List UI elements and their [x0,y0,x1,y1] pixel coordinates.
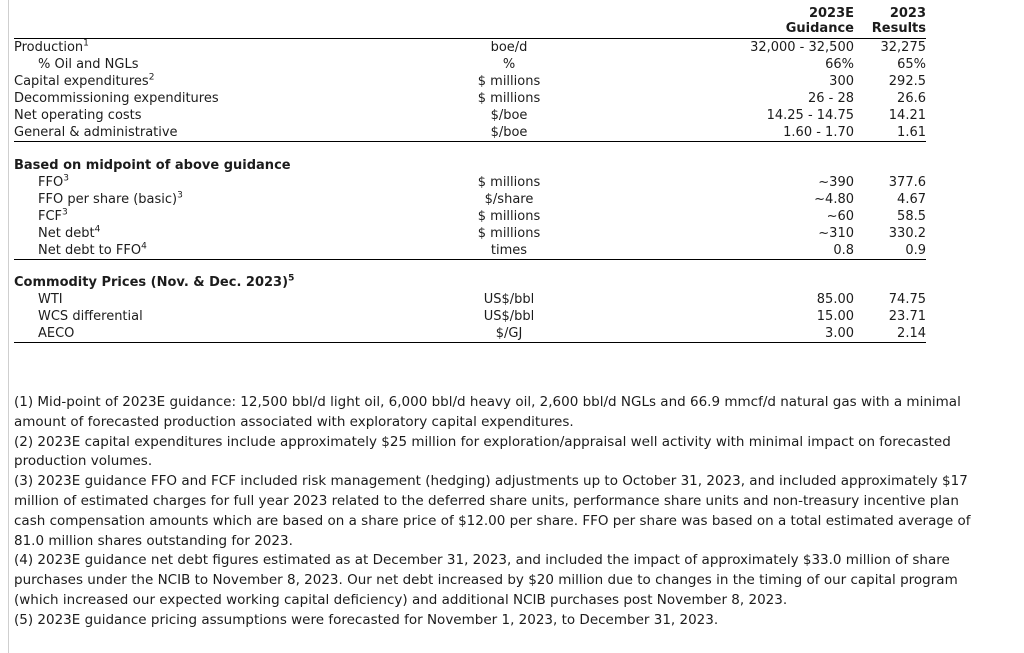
cell-label [14,73,434,90]
row-label-text: General & administrative [14,125,178,140]
row-ffo [14,174,926,191]
cell-guidance: ~310 [818,225,854,241]
header-results [854,6,926,39]
cell-label [14,325,434,343]
footnote-ref: 1 [83,38,89,49]
guidance-results-document [14,6,1014,631]
cell-label [14,242,434,260]
cell-label [14,308,434,325]
footnote-ref: 3 [63,173,69,184]
section-title [14,155,926,174]
cell-guidance: 66% [825,57,854,72]
row-oil-ngls-pct [14,56,926,73]
cell-results: 58.5 [897,208,926,224]
row-label-text: Net debt [38,225,95,241]
cell-results: 14.21 [888,108,926,123]
cell-label [14,174,434,191]
footnote-ref: 2 [148,72,155,83]
footnote-2: (2) 2023E capital expenditures include approximately $25 million for exploration/appraisal well activity with minimal impact on forecasted production volumes. [14,433,951,470]
cell-unit: $/boe [434,124,584,142]
cell-guidance: ~4.80 [814,191,854,207]
row-ffo-per-share [14,191,926,208]
row-production [14,39,926,57]
cell-label [14,56,434,73]
header-guidance-line2: Guidance [785,21,854,36]
cell-guidance: 15.00 [816,309,854,324]
cell-unit: $/share [484,191,534,207]
cell-unit: boe/d [490,40,528,55]
footnote-ref: 3 [177,190,183,201]
section-header-midpoint [14,155,926,174]
cell-guidance: 0.8 [584,242,854,260]
cell-guidance: 14.25 - 14.75 [766,108,854,123]
cell-guidance: ~60 [826,208,854,224]
cell-guidance: 26 - 28 [807,91,854,106]
header-guidance-line1: 2023E [808,6,854,21]
cell-guidance: 32,000 - 32,500 [750,40,854,55]
footnote-1: (1) Mid-point of 2023E guidance: 12,500 bbl/d light oil, 6,000 bbl/d heavy oil, 2,600 bbl/d NGLs and 66.9 mmcf/d natural gas with a minimal amount of forecasted production associated with exploratory capital expenditures. [14,394,961,430]
cell-results: 377.6 [888,174,926,190]
section-title-text: Based on midpoint of above guidance [14,157,291,173]
cell-results: 26.6 [897,91,926,106]
cell-results: 330.2 [888,225,926,241]
row-label-text: WTI [38,292,63,307]
cell-unit: times [434,242,584,260]
row-aeco [14,325,926,343]
cell-label [14,107,434,124]
row-label-text: Net operating costs [14,108,142,123]
row-label-text: Decommissioning expenditures [14,91,219,106]
cell-label [14,191,434,208]
cell-guidance: ~390 [818,174,854,190]
table-header-row [14,6,926,39]
cell-guidance: 85.00 [816,292,854,307]
header-results-line1: 2023 [889,6,926,21]
section-title [14,272,926,291]
cell-results: 23.71 [888,309,926,324]
row-wti [14,291,926,308]
cell-results: 4.67 [897,191,926,207]
section-gap [14,259,926,272]
row-label-text: Capital expenditures [14,74,149,89]
cell-unit: $ millions [477,91,541,106]
cell-unit: US$/bbl [483,309,535,324]
footnote-3: (3) 2023E guidance FFO and FCF included risk management (hedging) adjustments up to October 31, 2023, and included approximately $17 million of estimated charges for full year 2023 related to the deferred share units, performance share units and non-treasury incentive plan cash compensation amounts which are based on a share price of $12.00 per share. FFO per share was based on a total estimated average of 81.0 million shares outstanding for 2023. [14,473,971,549]
cell-label [14,39,434,57]
footnote-ref: 4 [94,224,101,235]
row-wcs-differential [14,308,926,325]
cell-results: 0.9 [854,242,926,260]
cell-guidance: 3.00 [584,325,854,343]
row-label-text: Net debt to FFO [38,242,142,258]
row-label-text: FCF [38,208,63,224]
row-label-text: FFO [38,174,64,190]
header-empty-unit-cell [434,6,584,39]
footnote-ref: 5 [288,273,295,284]
cell-results: 74.75 [888,292,926,307]
cell-label [14,124,434,142]
row-label-text: % Oil and NGLs [38,57,139,72]
row-general-administrative [14,124,926,142]
header-empty-label-cell [14,6,434,39]
row-label-text: AECO [38,326,75,341]
footnote-5: (5) 2023E guidance pricing assumptions were forecasted for November 1, 2023, to December 31, 2023. [14,611,719,628]
section-gap [14,142,926,155]
footnote-ref: 4 [141,241,147,252]
guidance-results-table [14,6,926,343]
page-left-edge-rule [8,0,9,653]
cell-results: 32,275 [880,40,926,55]
footnote-ref: 3 [62,207,68,218]
footnote-4: (4) 2023E guidance net debt figures estimated as at December 31, 2023, and included the impact of approximately $33.0 million of share purchases under the NCIB to November 8, 2023. Our net debt increased by $20 million due to changes in the timing of our capital program (which increased our expected working capital deficiency) and additional NCIB purchases post November 8, 2023. [14,552,958,608]
cell-unit: $/boe [490,108,528,123]
header-guidance [584,6,854,39]
cell-results: 292.5 [888,74,926,89]
row-decommissioning-expenditures [14,90,926,107]
row-label-text: FFO per share (basic) [38,191,178,207]
cell-unit: $/GJ [434,325,584,343]
row-label-text: Production [14,40,84,55]
row-capital-expenditures [14,73,926,90]
cell-results: 1.61 [854,124,926,142]
cell-unit: $ millions [477,225,541,241]
cell-results: 65% [897,57,926,72]
cell-label [14,90,434,107]
cell-label [14,208,434,225]
cell-results: 2.14 [854,325,926,343]
row-fcf [14,208,926,225]
cell-guidance: 300 [829,74,854,89]
cell-guidance: 1.60 - 1.70 [584,124,854,142]
cell-label [14,225,434,242]
cell-unit: US$/bbl [483,292,535,307]
row-net-operating-costs [14,107,926,124]
cell-unit: $ millions [477,208,541,224]
cell-unit: % [502,57,516,72]
footnotes-block [14,393,992,631]
row-net-debt [14,225,926,242]
row-net-debt-to-ffo [14,242,926,260]
section-header-commodity-prices [14,272,926,291]
header-results-line2: Results [871,21,926,36]
cell-unit: $ millions [477,174,541,190]
cell-label [14,291,434,308]
cell-unit: $ millions [477,74,541,89]
row-label-text: WCS differential [38,309,143,324]
section-title-text: Commodity Prices (Nov. & Dec. 2023) [14,275,289,290]
